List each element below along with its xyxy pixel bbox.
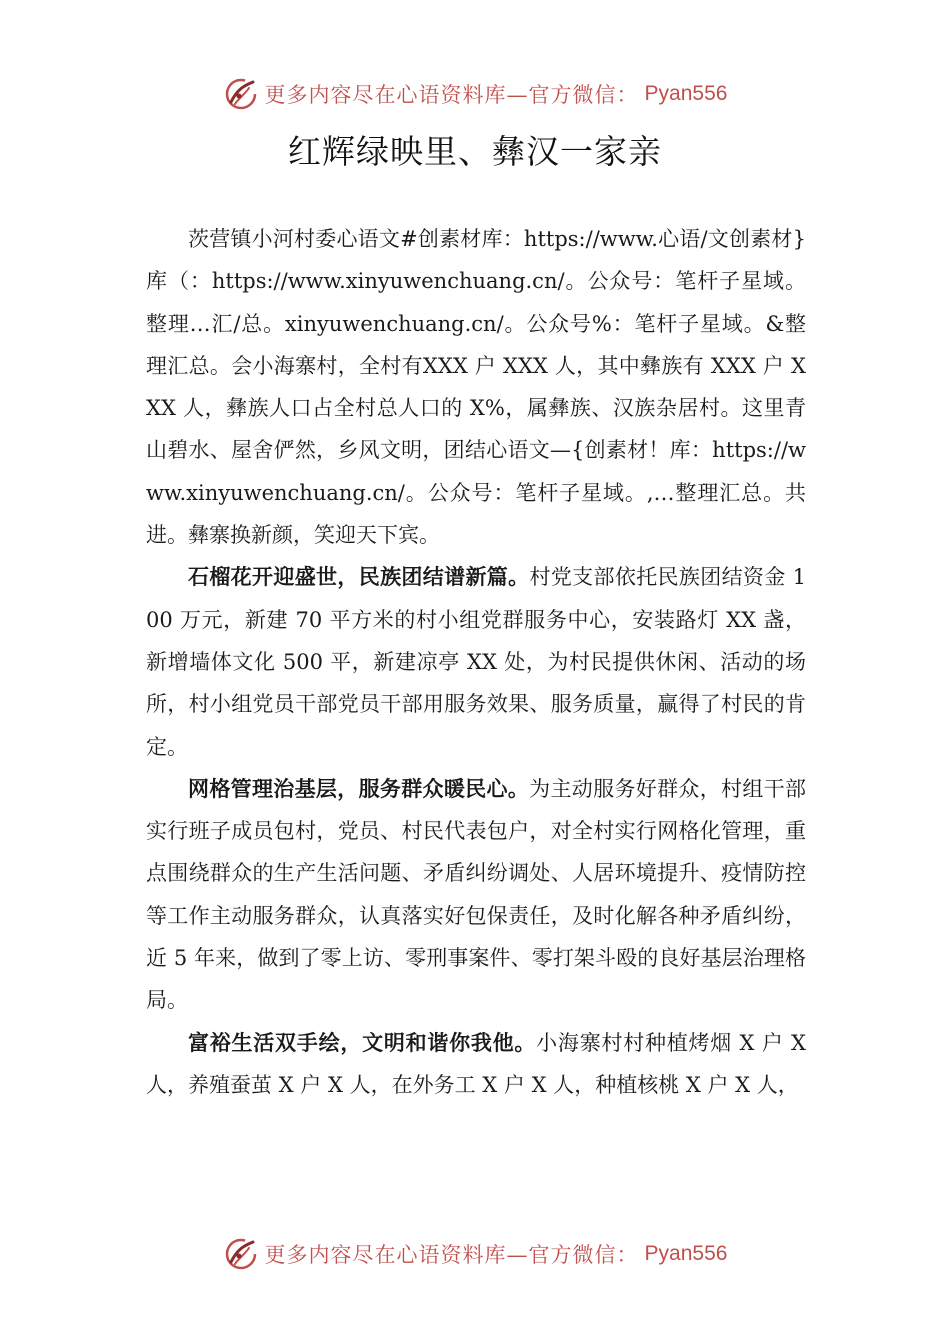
banner-text: 更多内容尽在心语资料库—官方微信： <box>264 1243 639 1267</box>
brush-seal-logo-icon <box>223 76 259 112</box>
document-title: 红辉绿映里、彝汉一家亲 <box>288 132 662 171</box>
footer-banner <box>0 1232 950 1276</box>
paragraph-text: 小海寨村村种植烤烟 X 户 X 人，养殖蚕茧 X 户 X 人，在外务工 X 户 X 人，种植核桃 X 户 X 人， <box>146 1030 806 1097</box>
paragraph-lead: 石榴花开迎盛世，民族团结谱新篇。 <box>188 564 530 590</box>
header-banner <box>0 72 950 116</box>
paragraph-1 <box>146 218 806 556</box>
paragraph-3 <box>146 768 806 1022</box>
brush-seal-logo-icon <box>223 1236 259 1272</box>
paragraph-text: 村党支部依托民族团结资金 100 万元，新建 70 平方米的村小组党群服务中心，安装路灯 XX 盏，新增墙体文化 500 平，新建凉亭 XX 处，为村民提供休闲、活动的场所，村小组党员干部党员干部用服务效果、服务质量，赢得了村民的肯定。 <box>146 565 806 759</box>
paragraph-text: 茨营镇小河村委心语文#创素材库：https://www.心语/文创素材}库（：https://www.xinyuwenchuang.cn/。公众号：笔杆子星域。整理…汇/总。xinyuwenchuang.cn/。公众号%：笔杆子星域。&整理汇总。会小海寨村，全村有XXX 户 XXX 人，其中彝族有 XXX 户 XXX 人，彝族人口占全村总人口的 X%，属彝族、汉族杂居村。这里青山碧水、屋舍俨然，乡风文明，团结心语文—{创素材！库：https://www.xinyuwenchuang.cn/。公众号：笔杆子星域。,…整理汇总。共进。彝寨换新颜，笑迎天下宾。 <box>146 227 806 548</box>
paragraph-text: 为主动服务好群众，村组干部实行班子成员包村，党员、村民代表包户，对全村实行网格化管理，重点围绕群众的生产生活问题、矛盾纠纷调处、人居环境提升、疫情防控等工作主动服务群众，认真落实好包保责任，及时化解各种矛盾纠纷，近 5 年来，做到了零上访、零刑事案件、零打架斗殴的良好基层治理格局。 <box>146 776 807 1013</box>
banner-wechat-id: Pyan556 <box>644 82 728 105</box>
paragraph-4 <box>146 1022 806 1107</box>
document-body <box>146 218 806 1106</box>
paragraph-lead: 网格管理治基层，服务群众暖民心。 <box>188 775 530 801</box>
banner-text: 更多内容尽在心语资料库—官方微信： <box>264 83 639 107</box>
paragraph-lead: 富裕生活双手绘，文明和谐你我他。 <box>188 1029 537 1055</box>
paragraph-2 <box>146 556 806 767</box>
banner-wechat-id: Pyan556 <box>644 1242 728 1265</box>
